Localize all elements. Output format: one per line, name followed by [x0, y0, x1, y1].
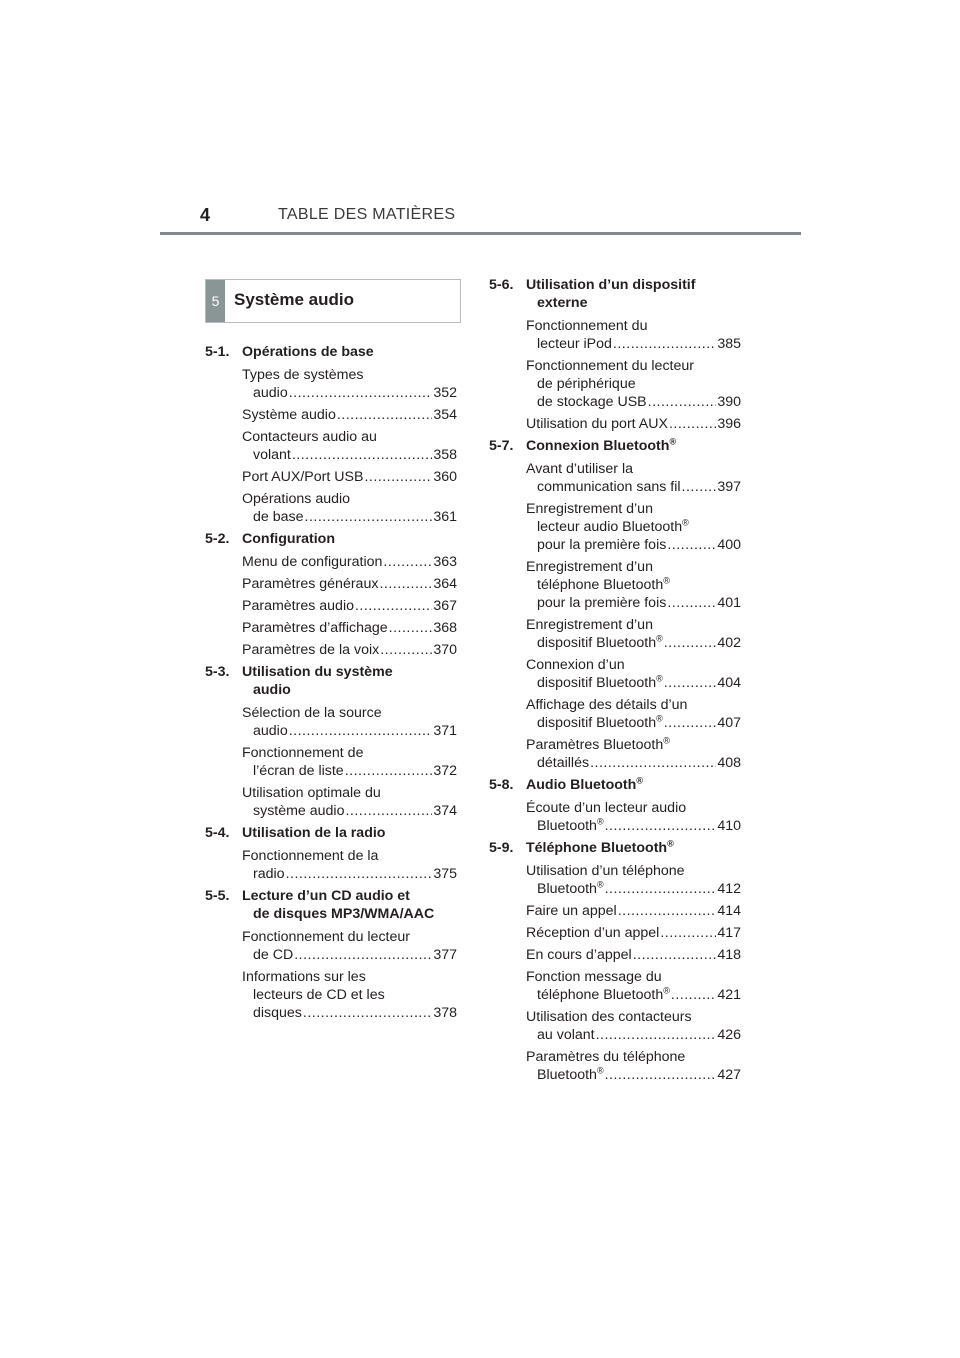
toc-entry-text: lecteur iPod	[537, 336, 612, 352]
toc-page-number: 404	[717, 675, 741, 691]
toc-entry[interactable]	[489, 799, 741, 835]
toc-entry-text: Utilisation d’un téléphone	[526, 863, 685, 879]
toc-entry[interactable]	[205, 704, 457, 740]
dot-leader	[682, 478, 717, 496]
dot-leader	[605, 817, 717, 835]
toc-page-number: 402	[717, 635, 741, 651]
dot-leader	[605, 880, 717, 898]
toc-entry[interactable]	[489, 616, 741, 652]
toc-page-number: 374	[433, 803, 457, 819]
toc-entry[interactable]	[489, 1008, 741, 1044]
toc-entry-text: de stockage USB	[537, 394, 647, 410]
toc-entry[interactable]	[489, 924, 741, 942]
dot-leader	[648, 393, 717, 411]
chapter-number: 5-7.	[489, 438, 514, 454]
header-rule	[160, 232, 801, 235]
dot-leader	[633, 946, 717, 964]
toc-entry[interactable]	[489, 656, 741, 692]
toc-entry-text: lecteur audio Bluetooth®	[537, 517, 689, 535]
toc-entry-text: Paramètres d’affichage	[242, 620, 388, 636]
toc-right-column	[489, 276, 741, 1088]
chapter-heading[interactable]	[205, 343, 457, 361]
toc-entry[interactable]	[205, 597, 457, 615]
toc-entry-text: téléphone Bluetooth®	[537, 575, 670, 593]
dot-leader	[660, 924, 716, 942]
toc-page-number: 370	[433, 642, 457, 658]
toc-page-number: 426	[717, 1027, 741, 1043]
toc-entry[interactable]	[205, 490, 457, 526]
dot-leader	[389, 619, 433, 637]
toc-entry-text: audio	[253, 385, 288, 401]
toc-entry-text: Écoute d’un lecteur audio	[526, 800, 687, 816]
toc-entry[interactable]	[489, 946, 741, 964]
toc-entry[interactable]	[489, 500, 741, 554]
chapter-heading[interactable]	[489, 276, 741, 312]
dot-leader	[590, 754, 716, 772]
chapter-title: Configuration	[242, 531, 335, 547]
dot-leader	[289, 722, 433, 740]
toc-entry[interactable]	[489, 696, 741, 732]
toc-page-number: 400	[717, 537, 741, 553]
toc-page-number: 371	[433, 723, 457, 739]
chapter-number: 5-3.	[205, 664, 230, 680]
chapter-title: Connexion Bluetooth®	[526, 436, 677, 454]
toc-entry-text: audio	[253, 723, 288, 739]
toc-entry-text: Port AUX/Port USB	[242, 469, 364, 485]
toc-entry[interactable]	[205, 744, 457, 780]
toc-entry[interactable]	[205, 784, 457, 820]
toc-entry[interactable]	[489, 317, 741, 353]
toc-page-number: 408	[717, 755, 741, 771]
toc-entry-text: Connexion d’un	[526, 657, 625, 673]
dot-leader	[303, 1004, 432, 1022]
toc-entry-text: Fonctionnement de la	[242, 848, 379, 864]
dot-leader	[613, 335, 716, 353]
toc-page-number: 401	[717, 595, 741, 611]
dot-leader	[337, 406, 432, 424]
toc-entry-text: Enregistrement d’un	[526, 501, 653, 517]
toc-entry-text: Menu de configuration	[242, 554, 383, 570]
chapter-number: 5-6.	[489, 277, 514, 293]
toc-entry-text: détaillés	[537, 755, 590, 771]
chapter-heading[interactable]	[489, 776, 741, 794]
toc-entry[interactable]	[205, 968, 457, 1022]
toc-entry-text: Informations sur les	[242, 969, 366, 985]
dot-leader	[664, 714, 717, 732]
toc-page-number: 361	[433, 509, 457, 525]
toc-entry-text: Utilisation des contacteurs	[526, 1009, 692, 1025]
toc-entry[interactable]	[489, 736, 741, 772]
toc-entry-text: Bluetooth®	[537, 816, 604, 834]
chapter-number: 5-9.	[489, 840, 514, 856]
toc-entry-text: Faire un appel	[526, 903, 617, 919]
toc-entry-text: Contacteurs audio au	[242, 429, 377, 445]
toc-page-number: 372	[433, 763, 457, 779]
chapter-title: Utilisation de la radio	[242, 825, 386, 841]
toc-left-column	[205, 343, 457, 1026]
toc-entry-text: Paramètres de la voix	[242, 642, 380, 658]
chapter-title: Téléphone Bluetooth®	[526, 838, 674, 856]
dot-leader	[294, 946, 432, 964]
dot-leader	[380, 641, 432, 659]
toc-entry-text: Avant d’utiliser la	[526, 461, 633, 477]
toc-page-number: 375	[433, 866, 457, 882]
toc-entry[interactable]	[205, 366, 457, 402]
toc-entry-text: dispositif Bluetooth®	[537, 633, 663, 651]
toc-entry-text: au volant	[537, 1027, 595, 1043]
toc-entry[interactable]	[489, 460, 741, 496]
dot-leader	[379, 575, 432, 593]
dot-leader	[605, 1066, 717, 1084]
toc-page-number: 367	[433, 598, 457, 614]
toc-entry-text: Système audio	[242, 407, 336, 423]
dot-leader	[664, 634, 717, 652]
toc-entry-text: Fonction message du	[526, 969, 662, 985]
toc-page-number: 352	[433, 385, 457, 401]
section-number: 5	[206, 280, 225, 322]
toc-entry[interactable]	[489, 902, 741, 920]
toc-entry-text: Bluetooth®	[537, 879, 604, 897]
toc-entry[interactable]	[489, 1048, 741, 1084]
chapter-title: Opérations de base	[242, 344, 374, 360]
chapter-number: 5-4.	[205, 825, 230, 841]
toc-entry-text: radio	[253, 866, 285, 882]
toc-page-number: 412	[717, 881, 741, 897]
toc-entry-text: dispositif Bluetooth®	[537, 673, 663, 691]
toc-page-number: 418	[717, 947, 741, 963]
chapter-title: Utilisation du système audio	[242, 664, 393, 698]
toc-entry-text: communication sans fil	[537, 479, 681, 495]
toc-page-number: 407	[717, 715, 741, 731]
toc-entry-text: pour la première fois	[537, 537, 667, 553]
dot-leader	[345, 802, 432, 820]
toc-page-number: 421	[717, 987, 741, 1003]
page-title: TABLE DES MATIÈRES	[278, 206, 456, 223]
toc-page-number: 417	[717, 925, 741, 941]
toc-entry-text: Fonctionnement du lecteur	[526, 358, 694, 374]
toc-page-number: 363	[433, 554, 457, 570]
section-title: Système audio	[234, 290, 354, 309]
toc-entry-text: Utilisation du port AUX	[526, 416, 668, 432]
toc-entry-text: Paramètres généraux	[242, 576, 379, 592]
toc-entry-text: disques	[253, 1005, 302, 1021]
chapter-number: 5-1.	[205, 344, 230, 360]
dot-leader	[664, 674, 717, 692]
chapter-heading[interactable]	[205, 824, 457, 842]
toc-entry-text: lecteurs de CD et les	[253, 987, 385, 1003]
dot-leader	[383, 553, 432, 571]
dot-leader	[345, 762, 433, 780]
toc-entry-text: de CD	[253, 947, 294, 963]
toc-entry[interactable]	[205, 619, 457, 637]
dot-leader	[292, 446, 432, 464]
toc-entry-text: Fonctionnement du	[526, 318, 648, 334]
toc-entry-text: Affichage des détails d’un	[526, 697, 688, 713]
toc-entry[interactable]	[205, 847, 457, 883]
toc-page-number: 390	[717, 394, 741, 410]
chapter-heading[interactable]	[489, 839, 741, 857]
toc-entry[interactable]	[489, 357, 741, 411]
section-header	[205, 279, 461, 323]
toc-entry[interactable]	[489, 968, 741, 1004]
chapter-number: 5-5.	[205, 888, 230, 904]
toc-entry-text: Paramètres du téléphone	[526, 1049, 686, 1065]
toc-entry-text: En cours d’appel	[526, 947, 632, 963]
chapter-title: Lecture d’un CD audio et de disques MP3/WMA/AAC	[242, 888, 435, 922]
toc-entry[interactable]	[205, 553, 457, 571]
toc-entry-text: Paramètres audio	[242, 598, 354, 614]
toc-page-number: 385	[717, 336, 741, 352]
toc-entry[interactable]	[205, 468, 457, 486]
toc-page-number: 358	[433, 447, 457, 463]
toc-entry[interactable]	[489, 558, 741, 612]
toc-page-number: 397	[717, 479, 741, 495]
chapter-title: Utilisation d’un dispositif externe	[526, 277, 696, 311]
toc-entry-text: Sélection de la source	[242, 705, 382, 721]
toc-entry-text: Réception d’un appel	[526, 925, 660, 941]
dot-leader	[667, 536, 716, 554]
toc-entry[interactable]	[205, 575, 457, 593]
toc-entry[interactable]	[489, 862, 741, 898]
toc-entry-text: Enregistrement d’un	[526, 559, 653, 575]
dot-leader	[671, 986, 716, 1004]
dot-leader	[667, 594, 716, 612]
dot-leader	[289, 384, 433, 402]
toc-entry-text: de base	[253, 509, 304, 525]
toc-entry[interactable]	[489, 415, 741, 433]
toc-page-number: 396	[717, 416, 741, 432]
toc-entry[interactable]	[205, 406, 457, 424]
chapter-title: Audio Bluetooth®	[526, 775, 643, 793]
toc-entry-text: de périphérique	[537, 376, 636, 392]
toc-entry-text: pour la première fois	[537, 595, 667, 611]
page-number: 4	[200, 205, 211, 225]
chapter-heading[interactable]	[205, 663, 457, 699]
dot-leader	[618, 902, 717, 920]
toc-entry-text: téléphone Bluetooth®	[537, 985, 670, 1003]
dot-leader	[596, 1026, 717, 1044]
dot-leader	[364, 468, 432, 486]
toc-entry[interactable]	[205, 928, 457, 964]
toc-entry-text: Types de systèmes	[242, 367, 364, 383]
toc-entry-text: Opérations audio	[242, 491, 351, 507]
toc-entry-text: Fonctionnement de	[242, 745, 364, 761]
toc-page-number: 354	[433, 407, 457, 423]
toc-entry[interactable]	[205, 641, 457, 659]
toc-page-number: 410	[717, 818, 741, 834]
dot-leader	[305, 508, 433, 526]
toc-page-number: 378	[433, 1005, 457, 1021]
chapter-number: 5-8.	[489, 777, 514, 793]
dot-leader	[286, 865, 433, 883]
toc-page-number: 368	[433, 620, 457, 636]
toc-page-number: 427	[717, 1067, 741, 1083]
toc-entry-text: Utilisation optimale du	[242, 785, 381, 801]
toc-entry-text: l’écran de liste	[253, 763, 344, 779]
toc-page-number: 414	[717, 903, 741, 919]
chapter-number: 5-2.	[205, 531, 230, 547]
chapter-heading[interactable]	[489, 437, 741, 455]
toc-entry[interactable]	[205, 428, 457, 464]
toc-entry-text: Paramètres Bluetooth®	[526, 735, 670, 753]
toc-page-number: 360	[433, 469, 457, 485]
toc-entry-text: dispositif Bluetooth®	[537, 713, 663, 731]
toc-page-number: 364	[433, 576, 457, 592]
toc-entry-text: volant	[253, 447, 291, 463]
dot-leader	[669, 415, 716, 433]
toc-entry-text: Enregistrement d’un	[526, 617, 653, 633]
toc-entry-text: système audio	[253, 803, 345, 819]
chapter-heading[interactable]	[205, 530, 457, 548]
toc-entry-text: Bluetooth®	[537, 1065, 604, 1083]
toc-page-number: 377	[433, 947, 457, 963]
chapter-heading[interactable]	[205, 887, 457, 923]
dot-leader	[355, 597, 432, 615]
toc-entry-text: Fonctionnement du lecteur	[242, 929, 410, 945]
